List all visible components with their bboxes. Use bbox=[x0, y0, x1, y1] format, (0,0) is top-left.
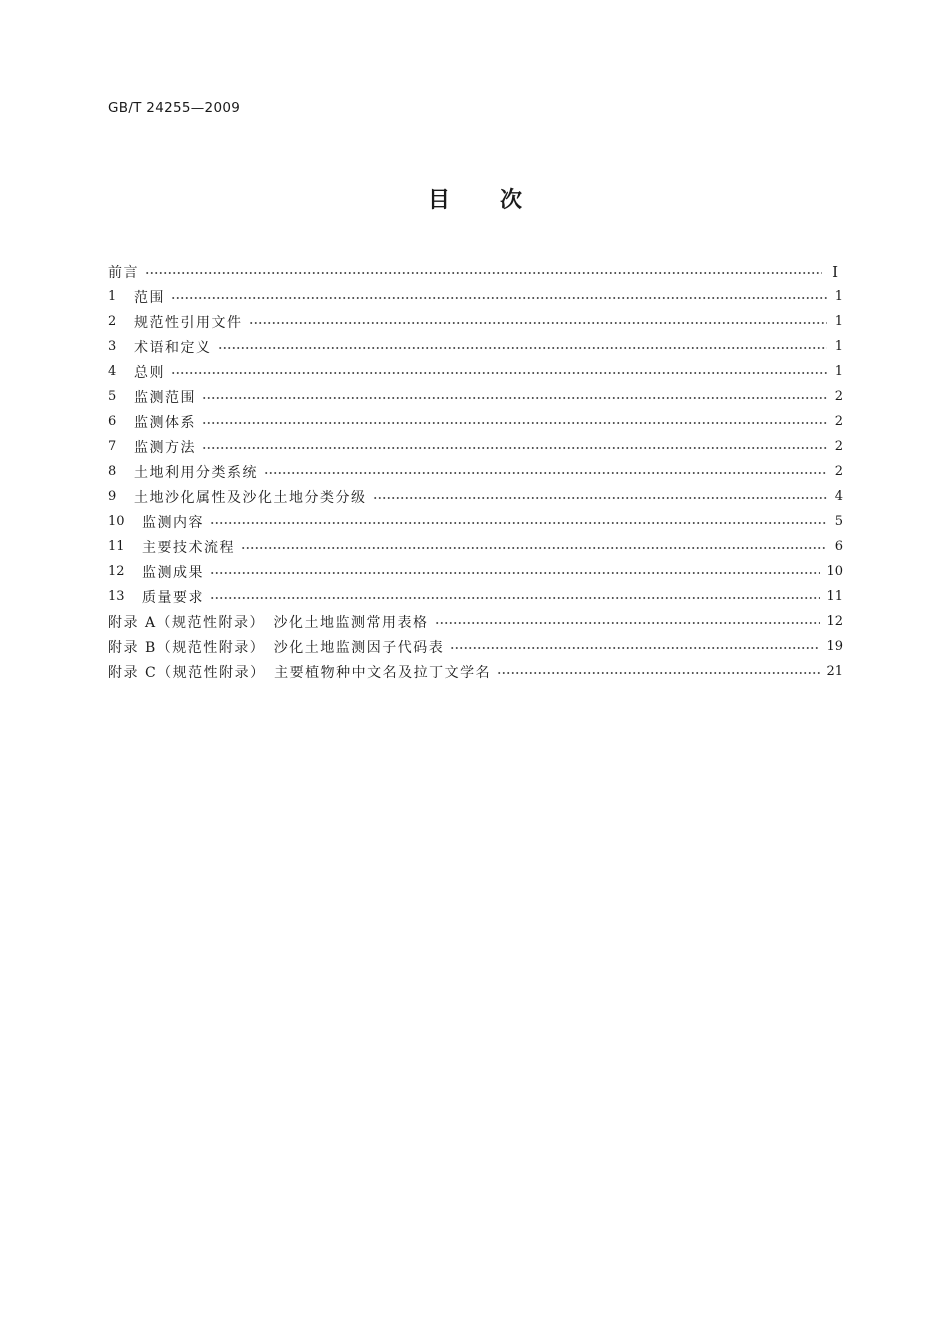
toc-entry-label: 质量要求 bbox=[142, 589, 204, 606]
toc-entry-label: 监测方法 bbox=[134, 439, 196, 456]
toc-entry[interactable] bbox=[108, 634, 843, 659]
toc-entry-number: 13 bbox=[108, 589, 125, 604]
toc-dot-leader bbox=[241, 547, 827, 549]
toc-dot-leader bbox=[145, 272, 822, 274]
toc-entry-page: 12 bbox=[826, 614, 843, 629]
toc-dot-leader bbox=[171, 297, 827, 299]
toc-entry[interactable] bbox=[108, 509, 843, 534]
toc-entry-label: 总则 bbox=[134, 364, 165, 381]
toc-dot-leader bbox=[249, 322, 828, 324]
toc-entry-number: 11 bbox=[108, 539, 125, 554]
toc-entry-page: 1 bbox=[834, 289, 843, 304]
toc-entry-number: 1 bbox=[108, 289, 117, 304]
table-of-contents bbox=[108, 259, 843, 684]
toc-entry-page: 10 bbox=[826, 564, 843, 579]
toc-dot-leader bbox=[450, 647, 820, 649]
toc-entry-number: 7 bbox=[108, 439, 117, 454]
page-title: 目次 bbox=[427, 188, 572, 213]
toc-entry-label: 前言 bbox=[108, 264, 139, 281]
toc-entry-page: 4 bbox=[834, 489, 843, 504]
toc-entry-label: 土地利用分类系统 bbox=[134, 464, 258, 481]
toc-entry-page: 2 bbox=[834, 414, 843, 429]
toc-entry[interactable] bbox=[108, 259, 843, 284]
toc-dot-leader bbox=[218, 347, 828, 349]
toc-entry-number: 4 bbox=[108, 364, 117, 379]
toc-entry-label: 监测内容 bbox=[142, 514, 204, 531]
toc-entry[interactable] bbox=[108, 559, 843, 584]
toc-entry-page: 1 bbox=[834, 314, 843, 329]
toc-entry[interactable] bbox=[108, 659, 843, 684]
toc-entry[interactable] bbox=[108, 484, 843, 509]
toc-entry[interactable] bbox=[108, 534, 843, 559]
toc-entry-page: 6 bbox=[834, 539, 843, 554]
toc-dot-leader bbox=[171, 372, 827, 374]
toc-entry-label: 监测体系 bbox=[134, 414, 196, 431]
toc-entry-page: 2 bbox=[834, 389, 843, 404]
toc-entry-number: 10 bbox=[108, 514, 125, 529]
toc-entry-page: 11 bbox=[826, 589, 843, 604]
toc-entry[interactable] bbox=[108, 409, 843, 434]
toc-entry-page: 21 bbox=[826, 664, 843, 679]
toc-entry-page: 19 bbox=[826, 639, 843, 654]
toc-dot-leader bbox=[210, 597, 820, 599]
toc-entry-label: 规范性引用文件 bbox=[134, 314, 243, 331]
toc-entry-number: 9 bbox=[108, 489, 117, 504]
toc-entry[interactable] bbox=[108, 584, 843, 609]
toc-entry-label: 监测范围 bbox=[134, 389, 196, 406]
toc-dot-leader bbox=[497, 672, 820, 674]
toc-entry[interactable] bbox=[108, 384, 843, 409]
toc-entry[interactable] bbox=[108, 434, 843, 459]
toc-entry-page: 5 bbox=[834, 514, 843, 529]
toc-entry-number: 3 bbox=[108, 339, 117, 354]
toc-dot-leader bbox=[373, 497, 828, 499]
toc-dot-leader bbox=[210, 572, 820, 574]
standard-code: GB/T 24255—2009 bbox=[108, 100, 241, 116]
toc-entry-number: 8 bbox=[108, 464, 117, 479]
toc-entry-page: 2 bbox=[834, 464, 843, 479]
toc-entry-page: 1 bbox=[834, 339, 843, 354]
toc-dot-leader bbox=[435, 622, 821, 624]
toc-entry-label: 附录 A（规范性附录） 沙化土地监测常用表格 bbox=[108, 614, 429, 631]
toc-entry-page: 1 bbox=[834, 364, 843, 379]
toc-entry-label: 范围 bbox=[134, 289, 165, 306]
toc-entry[interactable] bbox=[108, 334, 843, 359]
toc-dot-leader bbox=[264, 472, 827, 474]
toc-entry-label: 主要技术流程 bbox=[142, 539, 235, 556]
toc-entry-number: 5 bbox=[108, 389, 117, 404]
toc-entry[interactable] bbox=[108, 359, 843, 384]
toc-entry-page: 2 bbox=[834, 439, 843, 454]
toc-entry-page: Ⅰ bbox=[832, 262, 838, 281]
toc-entry-label: 术语和定义 bbox=[134, 339, 212, 356]
toc-dot-leader bbox=[210, 522, 827, 524]
toc-dot-leader bbox=[202, 447, 827, 449]
toc-entry-number: 2 bbox=[108, 314, 117, 329]
toc-entry[interactable] bbox=[108, 609, 843, 634]
toc-entry-number: 12 bbox=[108, 564, 125, 579]
toc-entry-label: 附录 C（规范性附录） 主要植物种中文名及拉丁文学名 bbox=[108, 664, 492, 681]
toc-entry[interactable] bbox=[108, 459, 843, 484]
toc-entry[interactable] bbox=[108, 309, 843, 334]
toc-dot-leader bbox=[202, 397, 827, 399]
toc-entry[interactable] bbox=[108, 284, 843, 309]
toc-entry-number: 6 bbox=[108, 414, 117, 429]
toc-entry-label: 附录 B（规范性附录） 沙化土地监测因子代码表 bbox=[108, 639, 445, 656]
toc-entry-label: 监测成果 bbox=[142, 564, 204, 581]
toc-dot-leader bbox=[202, 422, 827, 424]
toc-entry-label: 土地沙化属性及沙化土地分类分级 bbox=[134, 489, 367, 506]
